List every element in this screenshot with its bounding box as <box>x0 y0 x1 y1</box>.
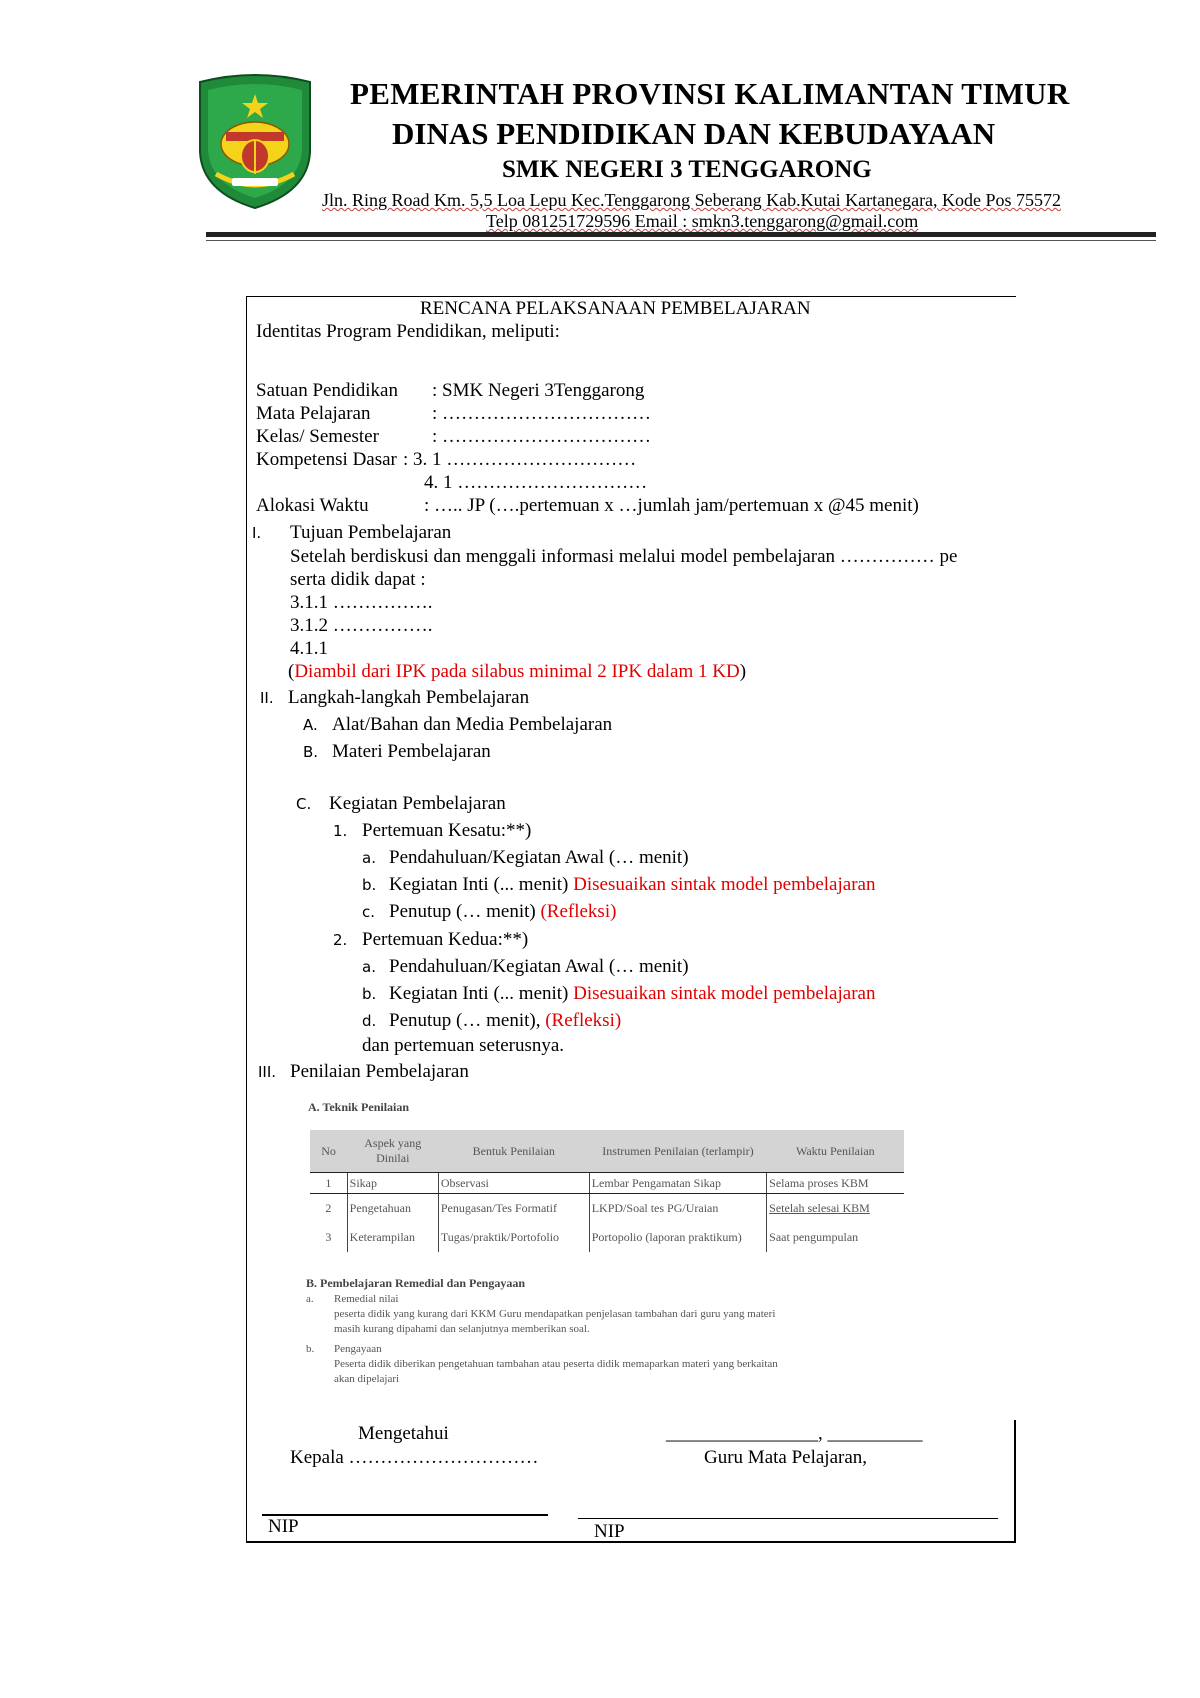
list-letter: a. <box>306 1293 314 1305</box>
activity-item: Pendahuluan/Kegiatan Awal (… menit) <box>389 847 689 868</box>
table-cell: 1 <box>310 1173 347 1194</box>
subsection-title: B. Pembelajaran Remedial dan Pengayaan <box>306 1276 525 1290</box>
identity-value: : …………………………… <box>432 403 652 424</box>
signature-principal: Kepala ………………………… <box>290 1447 539 1468</box>
table-cell: Saat pengumpulan <box>767 1223 904 1252</box>
list-letter: b. <box>362 985 377 1003</box>
identity-label: Alokasi Waktu <box>256 495 369 516</box>
table-cell: Pengetahuan <box>347 1194 438 1224</box>
table-header-cell: Aspek yang Dinilai <box>347 1130 438 1173</box>
box-border-left <box>246 296 247 1542</box>
header-divider <box>206 232 1156 237</box>
list-item: Materi Pembelajaran <box>332 741 491 762</box>
table-header-row <box>310 1130 904 1173</box>
table-row <box>310 1173 904 1194</box>
section-title: Tujuan Pembelajaran <box>290 522 452 543</box>
list-letter: a. <box>362 958 376 976</box>
list-letter: b. <box>362 876 377 894</box>
list-letter: B. <box>303 743 319 761</box>
header-divider-thin <box>206 240 1156 241</box>
list-letter: b. <box>306 1343 315 1355</box>
provincial-crest-icon <box>196 74 314 210</box>
identity-value: 4. 1 ………………………… <box>424 472 648 493</box>
header-address: Jln. Ring Road Km. 5,5 Loa Lepu Kec.Tenggarong Seberang Kab.Kutai Kartanegara, Kode Pos 75572 <box>322 190 1062 210</box>
signature-teacher: Guru Mata Pelajaran, <box>704 1447 868 1468</box>
assessment-table <box>310 1130 904 1252</box>
signature-line <box>262 1514 548 1516</box>
section-title: Langkah-langkah Pembelajaran <box>288 687 530 708</box>
activity-text: Kegiatan Inti (... menit) <box>389 874 574 895</box>
activity-text: Penutup (… menit) <box>389 901 541 922</box>
signature-acknowledge: Mengetahui <box>358 1423 449 1444</box>
meeting-title: Pertemuan Kedua:**) <box>362 929 529 950</box>
identity-label: Satuan Pendidikan <box>256 380 398 401</box>
table-cell: 2 <box>325 1201 332 1215</box>
identity-label: Kompetensi Dasar <box>256 449 397 470</box>
objective-item: 4.1.1 <box>290 638 328 659</box>
signature-line <box>578 1518 998 1519</box>
nip-label: NIP <box>268 1516 299 1537</box>
table-cell: LKPD/Soal tes PG/Uraian <box>589 1194 766 1224</box>
box-border-right <box>1014 1420 1016 1542</box>
objective-item: 3.1.2 ……………. <box>290 615 433 636</box>
activity-item <box>389 874 875 896</box>
box-border-bottom <box>246 1541 1016 1543</box>
ipk-note <box>288 661 746 683</box>
identity-value: : 3. 1 ………………………… <box>403 449 637 470</box>
section-text: serta didik dapat : <box>290 569 426 590</box>
remedial-text: peserta didik yang kurang dari KKM Guru mendapatkan penjelasan tambahan dari guru yang materi <box>334 1308 776 1320</box>
table-cell: Selama proses KBM <box>767 1173 904 1194</box>
signature-date-line: ________________, __________ <box>666 1423 923 1444</box>
header-government-title: PEMERINTAH PROVINSI KALIMANTAN TIMUR <box>350 76 1070 111</box>
note-close: ) <box>739 661 747 682</box>
enrichment-text: Peserta didik diberikan pengetahuan tambahan atau peserta didik memaparkan materi yang berkaitan <box>334 1358 778 1370</box>
header-department-title: DINAS PENDIDIKAN DAN KEBUDAYAAN <box>392 116 996 151</box>
table-cell: Tugas/praktik/Portofolio <box>438 1223 589 1252</box>
enrichment-title: Pengayaan <box>334 1343 382 1355</box>
activity-text: Kegiatan Inti (... menit) <box>389 983 574 1004</box>
section-number: I. <box>252 524 262 542</box>
remedial-text: masih kurang dipahami dan selanjutnya memberikan soal. <box>334 1323 590 1335</box>
table-header-cell: No <box>310 1130 347 1173</box>
nip-label: NIP <box>594 1521 625 1542</box>
section-title: Penilaian Pembelajaran <box>290 1061 469 1082</box>
table-header-cell: Bentuk Penilaian <box>438 1130 589 1173</box>
table-cell: 3 <box>325 1230 332 1244</box>
activity-item: Pendahuluan/Kegiatan Awal (… menit) <box>389 956 689 977</box>
identity-value: : …………………………… <box>432 426 652 447</box>
enrichment-text: akan dipelajari <box>334 1373 400 1385</box>
table-row <box>310 1194 904 1224</box>
list-number: 2. <box>333 931 348 949</box>
list-letter: C. <box>296 795 312 813</box>
activity-note: (Refleksi) <box>545 1010 622 1031</box>
table-cell: Sikap <box>347 1173 438 1194</box>
section-text: Setelah berdiskusi dan menggali informasi melalui model pembelajaran …………… pe <box>290 546 958 567</box>
table-header-cell: Waktu Penilaian <box>767 1130 904 1173</box>
subsection-title: A. Teknik Penilaian <box>308 1100 410 1114</box>
doc-intro: Identitas Program Pendidikan, meliputi: <box>256 321 560 342</box>
table-cell: Setelah selesai KBM <box>767 1194 904 1224</box>
list-letter: a. <box>362 849 376 867</box>
header-contact: Telp 081251729596 Email : smkn3.tenggarong@gmail.com <box>486 211 919 231</box>
identity-label: Mata Pelajaran <box>256 403 371 424</box>
list-letter: A. <box>303 716 318 734</box>
table-row <box>310 1223 904 1252</box>
header-school-name: SMK NEGERI 3 TENGGARONG <box>502 156 872 183</box>
activity-text: Penutup (… menit), <box>389 1010 546 1031</box>
note-red: Diambil dari IPK pada silabus minimal 2 IPK dalam 1 KD <box>294 661 740 682</box>
remedial-title: Remedial nilai <box>334 1293 399 1305</box>
table-header-cell: Instrumen Penilaian (terlampir) <box>589 1130 766 1173</box>
activity-note: (Refleksi) <box>540 901 617 922</box>
objective-item: 3.1.1 ……………. <box>290 592 433 613</box>
identity-label: Kelas/ Semester <box>256 426 379 447</box>
list-letter: d. <box>362 1012 377 1030</box>
activity-note: Disesuaikan sintak model pembelajaran <box>573 874 876 895</box>
table-cell: Keterampilan <box>347 1223 438 1252</box>
list-item: Kegiatan Pembelajaran <box>329 793 506 814</box>
table-cell: Lembar Pengamatan Sikap <box>589 1173 766 1194</box>
activity-item <box>389 983 875 1005</box>
list-letter: c. <box>362 903 376 921</box>
section-number: III. <box>258 1063 277 1081</box>
note-open: ( <box>288 661 295 682</box>
table-cell: Portopolio (laporan praktikum) <box>589 1223 766 1252</box>
table-cell: Observasi <box>438 1173 589 1194</box>
identity-value: : ….. JP (….pertemuan x …jumlah jam/pertemuan x @45 menit) <box>424 495 919 516</box>
activity-item <box>389 901 616 923</box>
list-number: 1. <box>333 822 348 840</box>
activity-note: Disesuaikan sintak model pembelajaran <box>573 983 876 1004</box>
list-item: Alat/Bahan dan Media Pembelajaran <box>332 714 613 735</box>
identity-value: : SMK Negeri 3Tenggarong <box>432 380 645 401</box>
continuation-text: dan pertemuan seterusnya. <box>362 1035 565 1056</box>
table-cell: Penugasan/Tes Formatif <box>438 1194 589 1224</box>
doc-title: RENCANA PELAKSANAAN PEMBELAJARAN <box>420 298 811 319</box>
section-number: II. <box>260 689 274 707</box>
activity-item <box>389 1010 621 1032</box>
meeting-title: Pertemuan Kesatu:**) <box>362 820 532 841</box>
box-border-top <box>246 296 1016 297</box>
